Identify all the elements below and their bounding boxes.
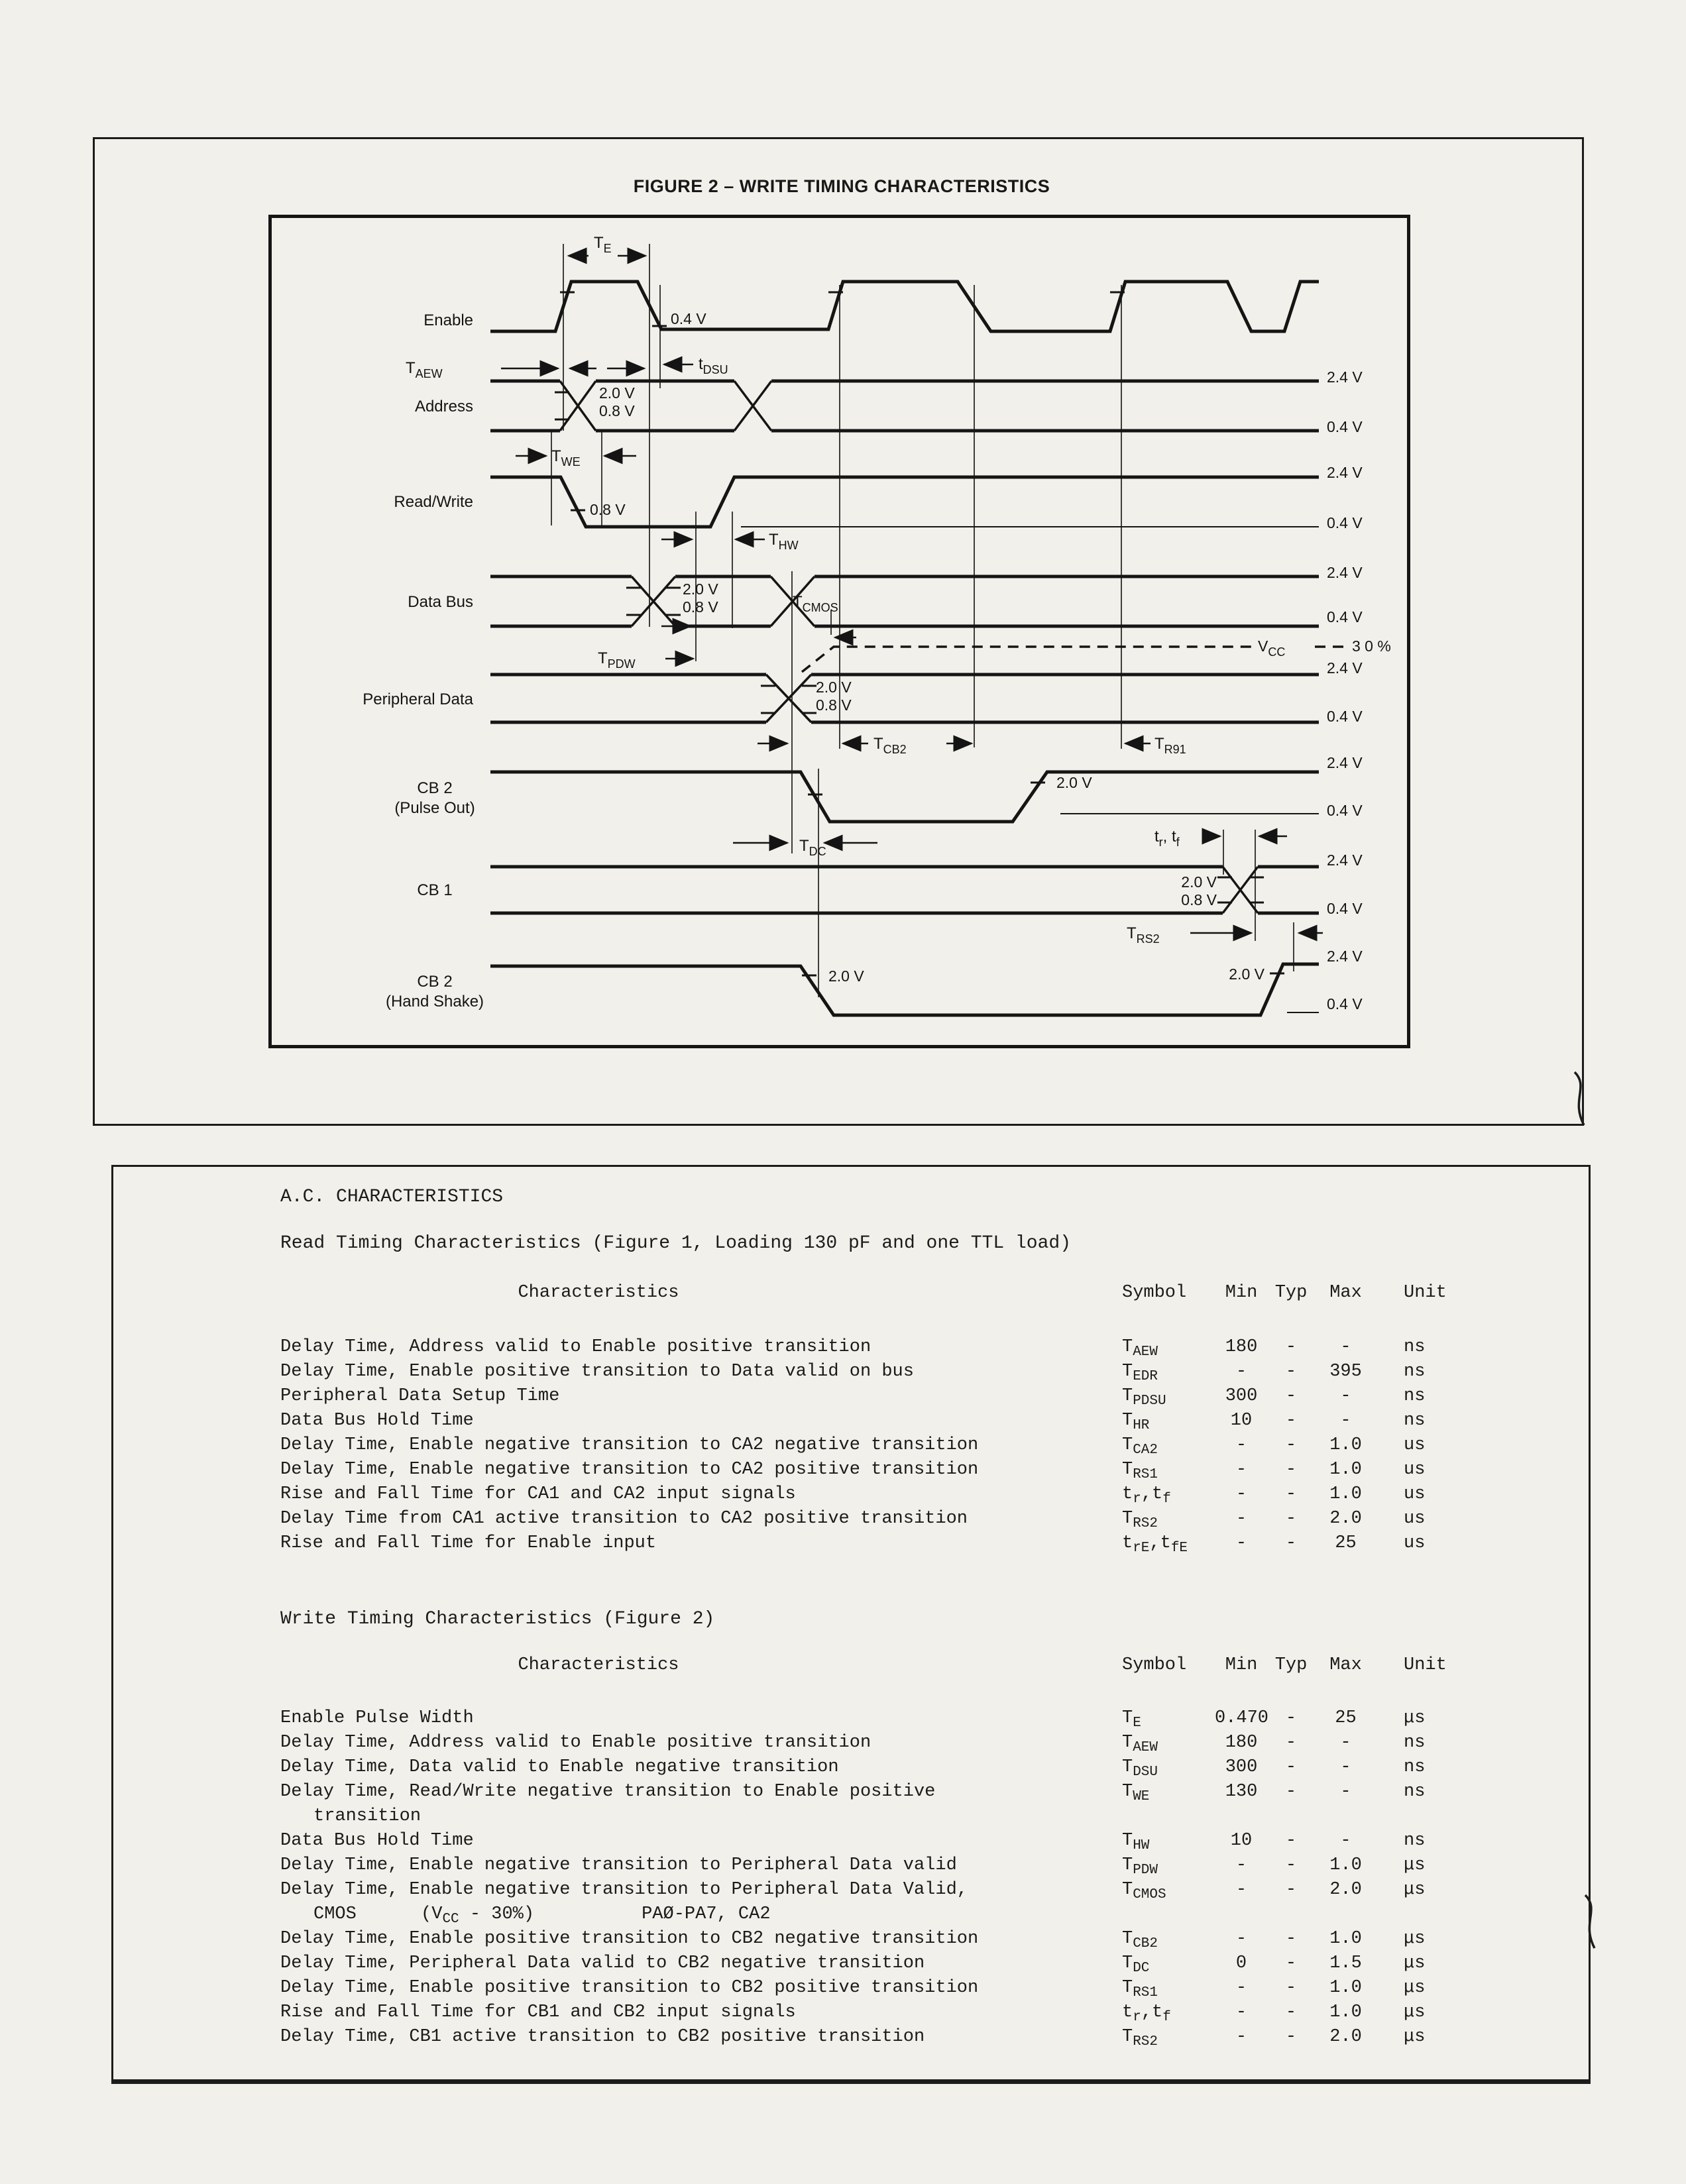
cell-max: 395 [1329, 1362, 1362, 1382]
cell-unit: μs [1404, 1929, 1426, 1949]
databus-crossovers [632, 576, 815, 626]
read-timing-caption: Read Timing Characteristics (Figure 1, Loading 130 pF and one TTL load) [280, 1233, 1071, 1254]
cell-unit: us [1404, 1460, 1426, 1480]
pd-24v-rail-label: 2.4 V [1327, 659, 1363, 677]
table-row [280, 1780, 1450, 1804]
cell-unit: ns [1404, 1782, 1426, 1802]
page-curl-mark [1569, 1071, 1593, 1128]
cell-symbol: $T_{RS2}$ [1122, 2027, 1158, 2049]
table-row [280, 2025, 1450, 2049]
cell-max: 1.0 [1329, 1460, 1362, 1480]
cell-typ: - [1285, 1386, 1297, 1406]
cell-characteristic: Delay Time, Address valid to Enable positive transition [280, 1733, 871, 1753]
rw-08v-label: 0.8 V [590, 501, 626, 518]
te-label: $T_E$ [594, 234, 612, 255]
cell-typ: - [1285, 1782, 1297, 1802]
cell-typ: - [1285, 1484, 1297, 1504]
cell-min: 10 [1230, 1831, 1253, 1851]
signal-label-cb2hs-2: (Hand Shake) [385, 993, 484, 1010]
cell-characteristic: Delay Time, Address valid to Enable positive transition [280, 1337, 871, 1357]
db-04v-rail-label: 0.4 V [1327, 608, 1363, 626]
cb1-24v-rail-label: 2.4 V [1327, 851, 1363, 869]
table-row [280, 1531, 1450, 1556]
cell-max: 1.0 [1329, 1855, 1362, 1875]
cell-typ: - [1285, 1953, 1297, 1973]
cell-unit: ns [1404, 1411, 1426, 1431]
read-header-characteristics: Characteristics [518, 1283, 679, 1303]
cb2po-04v-rail-label: 0.4 V [1327, 802, 1363, 819]
cell-typ: - [1285, 1855, 1297, 1875]
cell-unit: ns [1404, 1831, 1426, 1851]
cell-unit: us [1404, 1484, 1426, 1504]
cell-max: - [1340, 1411, 1351, 1431]
cell-characteristic: Delay Time from CA1 active transition to CA2 positive transition [280, 1509, 968, 1529]
cell-unit: μs [1404, 1880, 1426, 1900]
twe-label: $T_{WE}$ [551, 447, 581, 468]
addr-04v-rail-label: 0.4 V [1327, 418, 1363, 435]
table-row [280, 1458, 1450, 1482]
tr91-label: $T_{R91}$ [1154, 735, 1186, 756]
signal-label-cb2hs: CB 2 [417, 973, 453, 991]
cb2hs-20v-fall-label: 2.0 V [828, 967, 864, 985]
cell-min: 300 [1225, 1386, 1258, 1406]
address-crossovers [560, 381, 771, 431]
cell-symbol: $T_E$ [1122, 1708, 1141, 1731]
cell-symbol: $t_r,t_f$ [1122, 1484, 1171, 1507]
cell-min: - [1235, 1435, 1247, 1455]
cb1-04v-rail-label: 0.4 V [1327, 900, 1363, 917]
cell-max: - [1340, 1337, 1351, 1357]
cb2-handshake-waveform [490, 964, 1319, 1015]
write-timing-table [280, 1706, 1450, 2049]
cell-characteristic-continued: CMOS $(V_{CC} - 30\%)$ PAØ-PA7, CA2 [313, 1904, 771, 1927]
cell-characteristic: Delay Time, CB1 active transition to CB2 positive transition [280, 2027, 925, 2047]
cell-symbol: $T_{EDR}$ [1122, 1362, 1158, 1384]
table-row [280, 1829, 1450, 1853]
read-timing-table [280, 1335, 1450, 1556]
cell-characteristic: Data Bus Hold Time [280, 1831, 474, 1851]
figure-title: FIGURE 2 – WRITE TIMING CHARACTERISTICS [633, 176, 1050, 196]
cell-typ: - [1285, 1757, 1297, 1777]
cb2hs-24v-rail-label: 2.4 V [1327, 948, 1363, 965]
cell-max: 2.0 [1329, 1509, 1362, 1529]
cb1-20v-label: 2.0 V [1181, 873, 1217, 891]
pd-20v-label: 2.0 V [816, 679, 852, 696]
cell-min: - [1235, 1929, 1247, 1949]
read-header-max: Max [1329, 1283, 1362, 1303]
signal-labels [363, 311, 484, 1010]
peripheral-crossover [766, 675, 811, 722]
cell-typ: - [1285, 2002, 1297, 2022]
cell-max: - [1340, 1831, 1351, 1851]
cb1-08v-label: 0.8 V [1181, 891, 1217, 908]
cell-max: 1.0 [1329, 1435, 1362, 1455]
enable-04v-label: 0.4 V [671, 310, 706, 327]
cell-characteristic: Delay Time, Enable negative transition to CA2 negative transition [280, 1435, 979, 1455]
write-header-max: Max [1329, 1655, 1362, 1675]
cell-typ: - [1285, 1929, 1297, 1949]
cell-min: - [1235, 1978, 1247, 1998]
cell-unit: ns [1404, 1733, 1426, 1753]
cell-symbol: $T_{AEW}$ [1122, 1337, 1158, 1360]
cell-unit: ns [1404, 1386, 1426, 1406]
table-row [280, 1706, 1450, 1731]
table-row [280, 1951, 1450, 1976]
table-row [280, 1482, 1450, 1507]
cell-max: - [1340, 1782, 1351, 1802]
cell-typ: - [1285, 1978, 1297, 1998]
pd-04v-rail-label: 0.4 V [1327, 708, 1363, 725]
cell-min: - [1235, 1460, 1247, 1480]
signal-label-cb2po-2: (Pulse Out) [394, 799, 475, 817]
cell-typ: - [1285, 1880, 1297, 1900]
cell-typ: - [1285, 1460, 1297, 1480]
cell-min: - [1235, 1509, 1247, 1529]
cell-typ: - [1285, 1362, 1297, 1382]
cell-min: - [1235, 1533, 1247, 1553]
cell-characteristic: Delay Time, Enable positive transition to CB2 negative transition [280, 1929, 979, 1949]
read-table-header [280, 1281, 1450, 1305]
cb2hs-20v-rise-label: 2.0 V [1229, 965, 1264, 983]
cell-min: - [1235, 2002, 1247, 2022]
tcb2-label: $T_{CB2}$ [873, 735, 907, 756]
cell-unit: us [1404, 1509, 1426, 1529]
cell-min: - [1235, 1484, 1247, 1504]
cell-symbol: $T_{HW}$ [1122, 1831, 1150, 1853]
tdsu-label: $t_{DSU}$ [699, 355, 728, 376]
db-24v-rail-label: 2.4 V [1327, 564, 1363, 581]
table-row [280, 1878, 1450, 1902]
cell-min: 0 [1235, 1953, 1247, 1973]
cell-symbol: $T_{DC}$ [1122, 1953, 1150, 1976]
vcc-30pct-label: 3 0 % [1352, 637, 1391, 655]
cb2hs-04v-rail-label: 0.4 V [1327, 995, 1363, 1012]
cell-symbol: $T_{RS2}$ [1122, 1509, 1158, 1531]
table-row [280, 1335, 1450, 1360]
signal-label-peripheral: Peripheral Data [363, 690, 473, 708]
cell-min: - [1235, 1362, 1247, 1382]
read-header-typ: Typ [1274, 1283, 1308, 1303]
cell-typ: - [1285, 1708, 1297, 1728]
addr-08v-label: 0.8 V [599, 402, 635, 419]
vcc-label: $V_{CC}$ [1258, 637, 1286, 659]
cell-symbol: $T_{RS1}$ [1122, 1460, 1158, 1482]
cell-characteristic: Rise and Fall Time for CB1 and CB2 input signals [280, 2002, 796, 2022]
table-row [280, 1976, 1450, 2000]
read-header-min: Min [1225, 1283, 1258, 1303]
read-header-symbol: Symbol [1122, 1283, 1187, 1303]
cell-symbol: $T_{CMOS}$ [1122, 1880, 1166, 1902]
cell-unit: us [1404, 1435, 1426, 1455]
level-ticks [555, 292, 1284, 975]
db-20v-label: 2.0 V [683, 580, 718, 598]
cb2po-20v-label: 2.0 V [1056, 774, 1092, 791]
table-row [280, 1433, 1450, 1458]
cell-characteristic: Delay Time, Enable negative transition to Peripheral Data Valid, [280, 1880, 968, 1900]
signal-label-databus: Data Bus [408, 593, 473, 611]
timing-diagram [270, 217, 1415, 1053]
cell-characteristic: Delay Time, Enable negative transition to Peripheral Data valid [280, 1855, 957, 1875]
table-row [280, 1507, 1450, 1531]
table-row [280, 1755, 1450, 1780]
cell-characteristic: Rise and Fall Time for Enable input [280, 1533, 657, 1553]
cell-unit: ns [1404, 1757, 1426, 1777]
cell-typ: - [1285, 1337, 1297, 1357]
write-table-header [280, 1653, 1450, 1678]
trs2-label: $T_{RS2}$ [1127, 924, 1160, 946]
table-row [280, 1409, 1450, 1433]
write-header-min: Min [1225, 1655, 1258, 1675]
tcmos-label: $T_{CMOS}$ [793, 593, 838, 614]
cell-min: 10 [1230, 1411, 1253, 1431]
cell-max: - [1340, 1757, 1351, 1777]
cell-symbol: $t_{rE},t_{fE}$ [1122, 1533, 1188, 1556]
cell-characteristic: Delay Time, Peripheral Data valid to CB2 negative transition [280, 1953, 925, 1973]
cb1-crossover [1223, 867, 1258, 913]
cell-max: 1.5 [1329, 1953, 1362, 1973]
cell-max: 2.0 [1329, 1880, 1362, 1900]
write-header-symbol: Symbol [1122, 1655, 1187, 1675]
write-header-unit: Unit [1404, 1655, 1447, 1675]
peripheral-rails [490, 675, 1319, 722]
cell-max: 1.0 [1329, 1978, 1362, 1998]
cb2po-24v-rail-label: 2.4 V [1327, 754, 1363, 771]
dimension-arrows [501, 256, 1323, 933]
write-header-characteristics: Characteristics [518, 1655, 679, 1675]
table-row [280, 1384, 1450, 1409]
cell-characteristic: Delay Time, Data valid to Enable negative transition [280, 1757, 839, 1777]
tdc-label: $T_{DC}$ [799, 837, 826, 858]
cell-max: 25 [1335, 1708, 1357, 1728]
cell-typ: - [1285, 1435, 1297, 1455]
cell-symbol: $T_{AEW}$ [1122, 1733, 1158, 1755]
table-row [280, 2000, 1450, 2025]
cell-characteristic: Peripheral Data Setup Time [280, 1386, 560, 1406]
signal-label-cb2po: CB 2 [417, 779, 453, 797]
cell-unit: μs [1404, 1708, 1426, 1728]
cell-symbol: $t_r,t_f$ [1122, 2002, 1171, 2025]
cell-symbol: $T_{WE}$ [1122, 1782, 1150, 1804]
cell-typ: - [1285, 1509, 1297, 1529]
cell-symbol: $T_{CA2}$ [1122, 1435, 1158, 1458]
cell-min: - [1235, 2027, 1247, 2047]
cell-min: 300 [1225, 1757, 1258, 1777]
cell-characteristic: Data Bus Hold Time [280, 1411, 474, 1431]
cell-typ: - [1285, 2027, 1297, 2047]
cell-symbol: $T_{HR}$ [1122, 1411, 1150, 1433]
cell-min: 180 [1225, 1337, 1258, 1357]
cell-characteristic: Delay Time, Read/Write negative transition to Enable positive [280, 1782, 936, 1802]
cell-unit: μs [1404, 2027, 1426, 2047]
cell-unit: μs [1404, 1855, 1426, 1875]
cell-characteristic: Delay Time, Enable positive transition to Data valid on bus [280, 1362, 914, 1382]
cell-symbol: $T_{PDSU}$ [1122, 1386, 1166, 1409]
timing-parameter-labels [406, 234, 1186, 946]
cell-max: 1.0 [1329, 2002, 1362, 2022]
rw-24v-rail-label: 2.4 V [1327, 464, 1363, 481]
cell-max: 1.0 [1329, 1484, 1362, 1504]
write-header-typ: Typ [1274, 1655, 1308, 1675]
cell-max: 2.0 [1329, 2027, 1362, 2047]
addr-24v-rail-label: 2.4 V [1327, 368, 1363, 386]
rw-04v-rail-label: 0.4 V [1327, 514, 1363, 531]
cell-symbol: $T_{RS1}$ [1122, 1978, 1158, 2000]
db-08v-label: 0.8 V [683, 598, 718, 616]
cell-unit: us [1404, 1533, 1426, 1553]
voltage-labels [590, 310, 1391, 1012]
write-timing-caption: Write Timing Characteristics (Figure 2) [280, 1609, 715, 1629]
pd-08v-label: 0.8 V [816, 696, 852, 714]
thw-label: $T_{HW}$ [769, 531, 799, 552]
cell-characteristic: Enable Pulse Width [280, 1708, 474, 1728]
cell-characteristic: Delay Time, Enable positive transition to CB2 positive transition [280, 1978, 979, 1998]
cell-min: - [1235, 1880, 1247, 1900]
cell-max: - [1340, 1386, 1351, 1406]
table-row [280, 1927, 1450, 1951]
cell-min: 130 [1225, 1782, 1258, 1802]
cell-characteristic-continued: transition [313, 1806, 422, 1826]
ac-characteristics-frame [111, 1165, 1591, 2084]
cell-min: - [1235, 1855, 1247, 1875]
taew-label: $T_{AEW}$ [406, 359, 443, 380]
cell-characteristic: Rise and Fall Time for CA1 and CA2 input signals [280, 1484, 796, 1504]
tpdw-label: $T_{PDW}$ [598, 649, 636, 671]
ac-heading: A.C. CHARACTERISTICS [280, 1187, 504, 1207]
addr-20v-label: 2.0 V [599, 384, 635, 402]
cell-characteristic: Delay Time, Enable negative transition to CA2 positive transition [280, 1460, 979, 1480]
trtf-label: $t_r$, $t_f$ [1154, 828, 1180, 849]
cell-max: 25 [1335, 1533, 1357, 1553]
cell-max: 1.0 [1329, 1929, 1362, 1949]
signal-label-cb1: CB 1 [417, 881, 453, 899]
cell-unit: ns [1404, 1362, 1426, 1382]
cell-min: 0.470 [1215, 1708, 1269, 1728]
table-row [280, 1853, 1450, 1878]
cell-typ: - [1285, 1533, 1297, 1553]
signal-label-readwrite: Read/Write [394, 493, 473, 511]
signal-label-address: Address [414, 398, 473, 415]
cell-unit: μs [1404, 1978, 1426, 1998]
table-row [280, 1731, 1450, 1755]
cell-symbol: $T_{CB2}$ [1122, 1929, 1158, 1951]
cell-symbol: $T_{DSU}$ [1122, 1757, 1158, 1780]
cell-unit: μs [1404, 1953, 1426, 1973]
cell-symbol: $T_{PDW}$ [1122, 1855, 1158, 1878]
signal-label-enable: Enable [423, 311, 473, 329]
enable-waveform [490, 282, 1319, 331]
databus-rails [490, 576, 1319, 626]
cell-unit: ns [1404, 1337, 1426, 1357]
cell-min: 180 [1225, 1733, 1258, 1753]
read-header-unit: Unit [1404, 1283, 1447, 1303]
cell-unit: μs [1404, 2002, 1426, 2022]
cell-typ: - [1285, 1411, 1297, 1431]
cell-typ: - [1285, 1831, 1297, 1851]
table-row [280, 1360, 1450, 1384]
cell-max: - [1340, 1733, 1351, 1753]
cell-typ: - [1285, 1733, 1297, 1753]
